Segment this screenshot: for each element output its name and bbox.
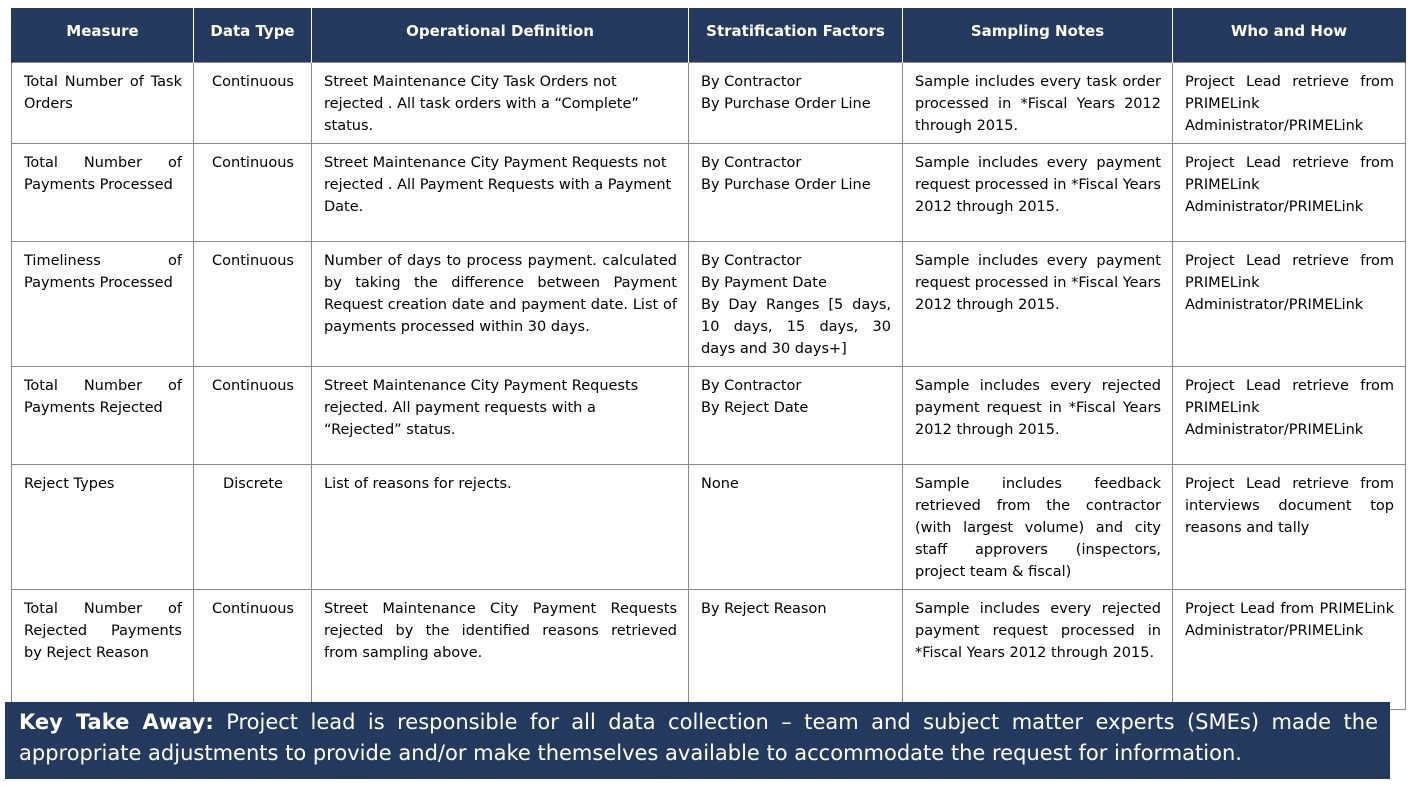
stratification-item: By Payment Date xyxy=(701,275,827,291)
cell-stratification xyxy=(689,367,903,465)
cell-sampling-notes: Sample includes feedback retrieved from the contractor (with largest volume) and city staff approvers (inspectors, project team & fiscal) xyxy=(903,465,1173,590)
cell-definition: Street Maintenance City Task Orders not rejected . All task orders with a “Complete” status. xyxy=(312,63,689,144)
cell-stratification xyxy=(689,144,903,242)
cell-data-type: Continuous xyxy=(194,144,312,242)
stratification-item: By Purchase Order Line xyxy=(701,96,871,112)
cell-definition: Street Maintenance City Payment Requests rejected. All payment requests with a “Rejected” status. xyxy=(312,367,689,465)
cell-measure: Timeliness of Payments Processed xyxy=(12,242,194,367)
table-row xyxy=(12,465,1406,590)
table-header-row xyxy=(12,8,1406,63)
cell-measure: Total Number of Rejected Payments by Reject Reason xyxy=(12,590,194,710)
stratification-item: By Contractor xyxy=(701,253,802,269)
key-takeaway-label: Key Take Away: xyxy=(19,710,214,734)
cell-data-type: Continuous xyxy=(194,63,312,144)
header-stratification-factors: Stratification Factors xyxy=(689,8,903,63)
header-who-and-how: Who and How xyxy=(1173,8,1406,63)
cell-who-how: Project Lead retrieve from PRIMELink Administrator/PRIMELink xyxy=(1173,367,1406,465)
header-operational-definition: Operational Definition xyxy=(312,8,689,63)
cell-measure: Reject Types xyxy=(12,465,194,590)
cell-who-how: Project Lead retrieve from PRIMELink Administrator/PRIMELink xyxy=(1173,242,1406,367)
cell-stratification xyxy=(689,242,903,367)
key-takeaway-text: Project lead is responsible for all data collection – team and subject matter experts (SMEs) made the appropriate adjustments to provide and/or make themselves available to accommodate the request for information. xyxy=(19,710,1378,765)
header-data-type: Data Type xyxy=(194,8,312,63)
cell-definition: Street Maintenance City Payment Requests rejected by the identified reasons retrieved from sampling above. xyxy=(312,590,689,710)
cell-stratification xyxy=(689,63,903,144)
stratification-item: None xyxy=(701,476,739,492)
stratification-item: By Reject Date xyxy=(701,400,809,416)
cell-who-how: Project Lead retrieve from PRIMELink Administrator/PRIMELink xyxy=(1173,63,1406,144)
cell-data-type: Continuous xyxy=(194,242,312,367)
cell-data-type: Continuous xyxy=(194,367,312,465)
cell-measure: Total Number of Payments Processed xyxy=(12,144,194,242)
stratification-item: By Contractor xyxy=(701,155,802,171)
cell-sampling-notes: Sample includes every payment request processed in *Fiscal Years 2012 through 2015. xyxy=(903,144,1173,242)
cell-who-how: Project Lead from PRIMELink Administrator/PRIMELink xyxy=(1173,590,1406,710)
cell-who-how: Project Lead retrieve from PRIMELink Administrator/PRIMELink xyxy=(1173,144,1406,242)
stratification-item: By Purchase Order Line xyxy=(701,177,871,193)
table-row xyxy=(12,242,1406,367)
table-row xyxy=(12,63,1406,144)
cell-sampling-notes: Sample includes every payment request processed in *Fiscal Years 2012 through 2015. xyxy=(903,242,1173,367)
header-sampling-notes: Sampling Notes xyxy=(903,8,1173,63)
stratification-item: By Day Ranges [5 days, 10 days, 15 days, 30 days and 30 days+] xyxy=(701,297,891,357)
data-collection-plan-table xyxy=(11,8,1406,710)
table-container xyxy=(11,8,1405,710)
cell-measure: Total Number of Payments Rejected xyxy=(12,367,194,465)
table-row xyxy=(12,367,1406,465)
cell-definition: List of reasons for rejects. xyxy=(312,465,689,590)
stratification-item: By Contractor xyxy=(701,378,802,394)
cell-definition: Number of days to process payment. calculated by taking the difference between Payment Request creation date and payment date. List of payments processed within 30 days. xyxy=(312,242,689,367)
cell-sampling-notes: Sample includes every task order processed in *Fiscal Years 2012 through 2015. xyxy=(903,63,1173,144)
cell-sampling-notes: Sample includes every rejected payment request in *Fiscal Years 2012 through 2015. xyxy=(903,367,1173,465)
cell-sampling-notes: Sample includes every rejected payment request processed in *Fiscal Years 2012 through 2015. xyxy=(903,590,1173,710)
stratification-item: By Contractor xyxy=(701,74,802,90)
header-measure: Measure xyxy=(12,8,194,63)
cell-definition: Street Maintenance City Payment Requests not rejected . All Payment Requests with a Payment Date. xyxy=(312,144,689,242)
cell-measure: Total Number of Task Orders xyxy=(12,63,194,144)
cell-data-type: Continuous xyxy=(194,590,312,710)
cell-data-type: Discrete xyxy=(194,465,312,590)
cell-who-how: Project Lead retrieve from interviews document top reasons and tally xyxy=(1173,465,1406,590)
cell-stratification xyxy=(689,590,903,710)
cell-stratification xyxy=(689,465,903,590)
stratification-item: By Reject Reason xyxy=(701,601,827,617)
table-row xyxy=(12,144,1406,242)
key-takeaway-banner xyxy=(5,702,1390,779)
table-row xyxy=(12,590,1406,710)
